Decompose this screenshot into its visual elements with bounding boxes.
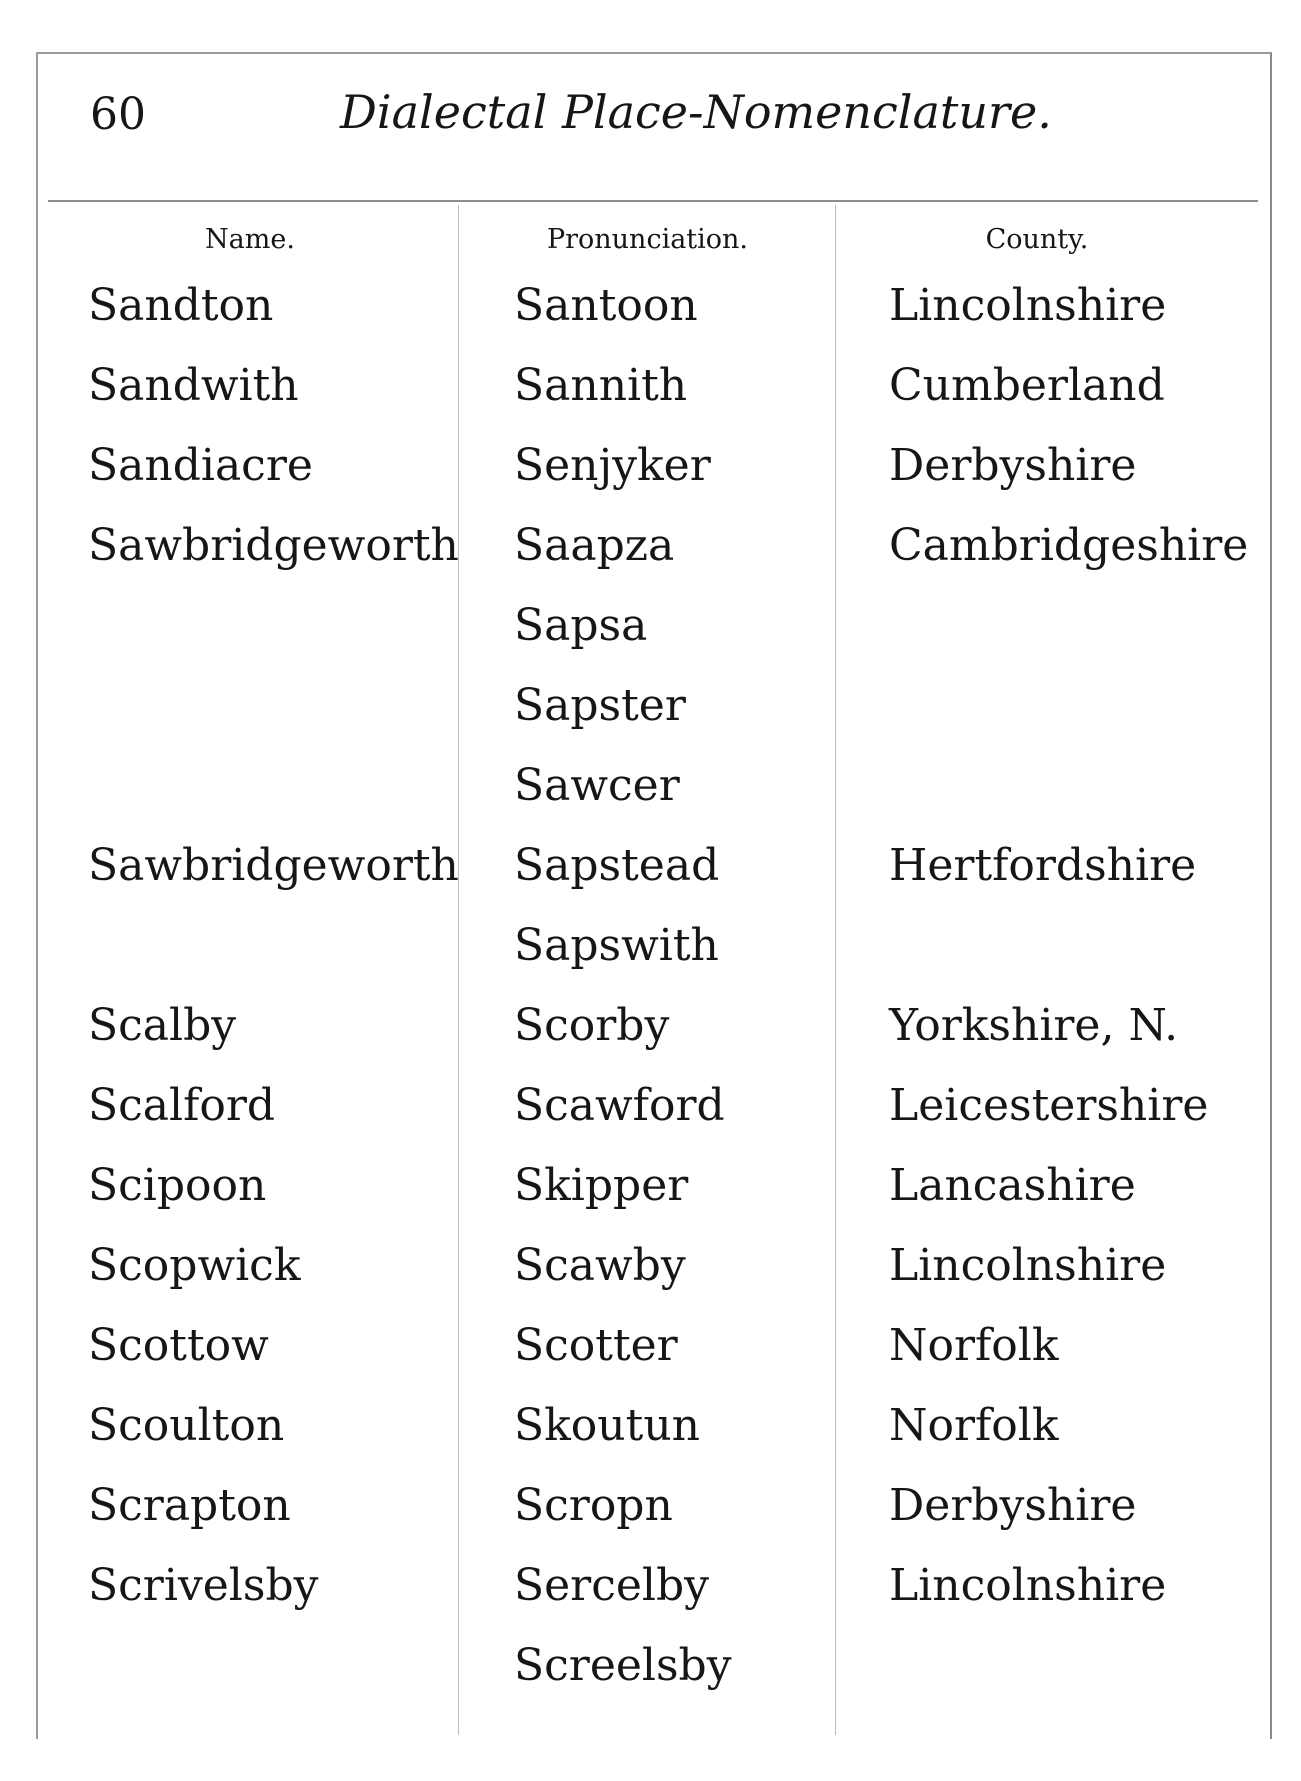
name-cell: Sandiacre (88, 440, 313, 491)
header-name: Name. (205, 224, 295, 255)
county-cell: Norfolk (889, 1400, 1059, 1451)
pronunciation-cell: Scotter (514, 1320, 678, 1371)
pronunciation-cell: Skipper (514, 1160, 689, 1211)
pronunciation-cell: Sannith (514, 360, 688, 411)
county-cell: Derbyshire (889, 440, 1137, 491)
header-rule (48, 200, 1258, 202)
county-cell: Yorkshire, N. (889, 1000, 1179, 1051)
name-cell: Sandton (88, 280, 274, 331)
name-cell: Scottow (88, 1320, 269, 1371)
running-title: Dialectal Place-Nomenclature. (340, 85, 1052, 139)
name-cell: Sawbridgeworth (88, 520, 459, 571)
name-cell: Scalford (88, 1080, 276, 1131)
name-cell: Scoulton (88, 1400, 285, 1451)
name-cell: Sawbridgeworth (88, 840, 459, 891)
header-county: County. (985, 224, 1089, 255)
county-cell: Derbyshire (889, 1480, 1137, 1531)
county-cell: Lincolnshire (889, 280, 1167, 331)
page-number: 60 (90, 89, 146, 140)
county-cell: Norfolk (889, 1320, 1059, 1371)
pronunciation-cell: Saapza (514, 520, 675, 571)
pronunciation-cell: Skoutun (514, 1400, 700, 1451)
pronunciation-cell: Sercelby (514, 1560, 709, 1611)
pronunciation-cell: Scawford (514, 1080, 725, 1131)
pronunciation-cell: Senjyker (514, 440, 711, 491)
county-cell: Cambridgeshire (889, 520, 1249, 571)
county-cell: Lincolnshire (889, 1240, 1167, 1291)
pronunciation-cell: Sawcer (514, 760, 680, 811)
county-cell: Lincolnshire (889, 1560, 1167, 1611)
pronunciation-cell: Sapsa (514, 600, 648, 651)
column-divider (835, 205, 836, 1735)
header-pronunciation: Pronunciation. (546, 224, 749, 255)
county-cell: Leicestershire (889, 1080, 1209, 1131)
county-cell: Cumberland (889, 360, 1165, 411)
pronunciation-cell: Santoon (514, 280, 698, 331)
pronunciation-cell: Screelsby (514, 1640, 732, 1691)
pronunciation-cell: Sapster (514, 680, 686, 731)
county-cell: Hertfordshire (889, 840, 1197, 891)
column-divider (458, 205, 459, 1735)
pronunciation-cell: Scorby (514, 1000, 670, 1051)
name-cell: Scipoon (88, 1160, 267, 1211)
name-cell: Scalby (88, 1000, 237, 1051)
name-cell: Sandwith (88, 360, 299, 411)
name-cell: Scrapton (88, 1480, 291, 1531)
name-cell: Scopwick (88, 1240, 301, 1291)
pronunciation-cell: Scawby (514, 1240, 686, 1291)
county-cell: Lancashire (889, 1160, 1136, 1211)
pronunciation-cell: Sapswith (514, 920, 719, 971)
name-cell: Scrivelsby (88, 1560, 319, 1611)
pronunciation-cell: Sapstead (514, 840, 720, 891)
pronunciation-cell: Scropn (514, 1480, 673, 1531)
